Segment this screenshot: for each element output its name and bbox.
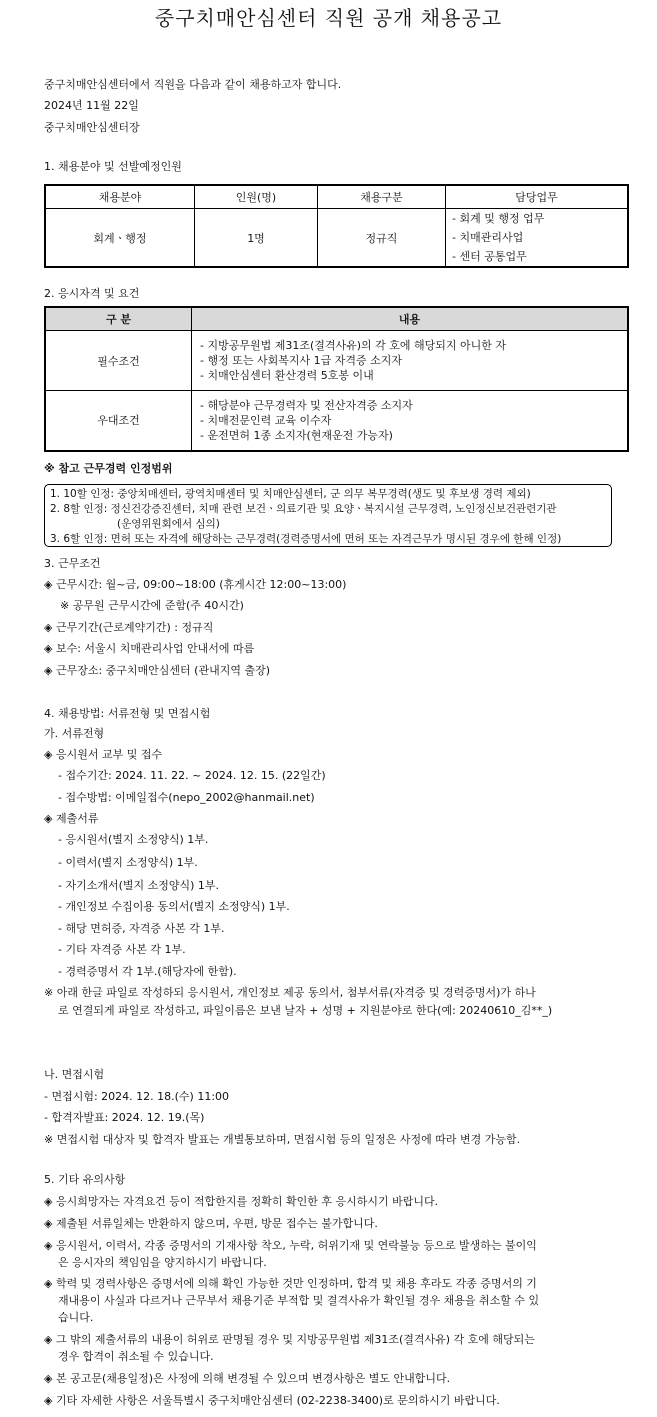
application-method: - 접수방법: 이메일접수(nepo_2002@hanmail.net)	[58, 791, 315, 804]
note-line: 2. 8할 인정: 정신건강증진센터, 치매 관련 보건ㆍ의료기관 및 요양ㆍ복지시설 근무경력, 노인정신보건관련기관	[50, 503, 557, 515]
result-date: - 합격자발표: 2024. 12. 19.(목)	[44, 1111, 205, 1124]
col-header: 구 분	[45, 307, 192, 331]
section-5-heading: 5. 기타 유의사항	[44, 1173, 126, 1186]
notice-item-cont: 재내용이 사실과 다르거나 근무부서 채용기준 부적합 및 결격사유가 확인될 경우 채용을 취소할 수 있	[58, 1294, 540, 1307]
col-header: 담당업무	[446, 185, 629, 209]
file-note: ※ 아래 한글 파일로 작성하되 응시원서, 개인정보 제공 동의서, 첨부서류(자격증 및 경력증명서)가 하나	[44, 986, 536, 999]
work-place: ◈ 근무장소: 중구치매안심센터 (관내지역 출장)	[44, 664, 271, 677]
count-cell: 1명	[195, 209, 318, 268]
col-header: 채용분야	[45, 185, 195, 209]
document-item: - 해당 면허증, 자격증 사본 각 1부.	[58, 922, 225, 935]
pay: ◈ 보수: 서울시 치매관리사업 안내서에 따름	[44, 642, 255, 655]
signer: 중구치매안심센터장	[44, 121, 140, 134]
list-item: - 해당분야 근무경력자 및 전산자격증 소지자	[200, 398, 413, 412]
row-label: 우대조건	[45, 391, 192, 451]
experience-note-heading: ※ 참고 근무경력 인정범위	[44, 462, 173, 475]
duty-item: - 치매관리사업	[452, 231, 524, 244]
document-item: - 자기소개서(별지 소정양식) 1부.	[58, 879, 220, 892]
recruitment-table	[44, 184, 629, 268]
interview-heading: 나. 면접시험	[44, 1068, 105, 1081]
section-1-heading: 1. 채용분야 및 선발예정인원	[44, 160, 182, 173]
notice-item: ◈ 응시원서, 이력서, 각종 증명서의 기재사항 착오, 누락, 허위기재 및 연락불능 등으로 발생하는 불이익	[44, 1239, 537, 1252]
col-header: 채용구분	[318, 185, 446, 209]
list-item: - 치매전문인력 교육 이수자	[200, 413, 332, 427]
document-item: - 기타 자격증 사본 각 1부.	[58, 943, 186, 956]
note-line: (운영위원회에서 심의)	[117, 518, 220, 530]
field-cell: 회계ㆍ행정	[45, 209, 195, 268]
list-item: - 치매안심센터 환산경력 5호봉 이내	[200, 369, 374, 382]
interview-note: ※ 면접시험 대상자 및 합격자 발표는 개별통보하며, 면접시험 등의 일정은 사정에 따라 변경 가능함.	[44, 1133, 521, 1146]
table-row	[45, 331, 628, 391]
col-header: 인원(명)	[195, 185, 318, 209]
table-row	[45, 209, 628, 268]
documents-heading: ◈ 제출서류	[44, 812, 99, 825]
document-screening-heading: 가. 서류전형	[44, 727, 105, 740]
row-label: 필수조건	[45, 331, 192, 391]
document-item: - 응시원서(별지 소정양식) 1부.	[58, 833, 209, 846]
document-item: - 경력증명서 각 1부.(해당자에 한함).	[58, 965, 237, 978]
notice-item: ◈ 제출된 서류일체는 반환하지 않으며, 우편, 방문 접수는 불가합니다.	[44, 1217, 378, 1230]
work-period: ◈ 근무기간(근로계약기간) : 정규직	[44, 621, 214, 634]
notice-item-cont: 습니다.	[58, 1311, 94, 1324]
application-period: - 접수기간: 2024. 11. 22. ~ 2024. 12. 15. (22일간)	[58, 769, 326, 782]
type-cell: 정규직	[318, 209, 446, 268]
file-note-cont: 로 연결되게 파일로 작성하고, 파일이름은 보낸 날자 + 성명 + 지원분야로 한다(예: 20240610_김**_)	[58, 1004, 553, 1017]
work-hours-note: ※ 공무원 근무시간에 준함(주 40시간)	[60, 599, 244, 612]
notice-item: ◈ 학력 및 경력사항은 증명서에 의해 확인 가능한 것만 인정하며, 합격 및 채용 후라도 각종 증명서의 기	[44, 1277, 537, 1290]
notice-item-cont: 은 응시자의 책임임을 양지하시기 바랍니다.	[58, 1256, 267, 1269]
qualification-table	[44, 306, 629, 452]
table-header-row	[45, 307, 628, 331]
table-header-row	[45, 185, 628, 209]
duty-item: - 센터 공통업무	[452, 250, 527, 263]
list-item: - 행정 또는 사회복지사 1급 자격증 소지자	[200, 354, 402, 367]
application-heading: ◈ 응시원서 교부 및 접수	[44, 748, 163, 761]
section-4-heading: 4. 채용방법: 서류전형 및 면접시험	[44, 707, 211, 720]
list-item: - 지방공무원법 제31조(결격사유)의 각 호에 해당되지 아니한 자	[200, 339, 507, 352]
experience-note-box	[44, 484, 612, 547]
col-header: 내용	[192, 307, 629, 331]
row-content	[192, 331, 629, 391]
page-title: 중구치매안심센터 직원 공개 채용공고	[154, 6, 503, 30]
intro-text: 중구치매안심센터에서 직원을 다음과 같이 채용하고자 합니다.	[44, 78, 342, 91]
duties-cell	[446, 209, 629, 268]
list-item: - 운전면허 1종 소지자(현재운전 가능자)	[200, 428, 393, 442]
note-line: 3. 6할 인정: 면허 또는 자격에 해당하는 근무경력(경력증명서에 면허 또는 자격근무가 명시된 경우에 한해 인정)	[50, 533, 562, 545]
notice-item-cont: 경우 합격이 취소될 수 있습니다.	[58, 1350, 214, 1363]
interview-date: - 면접시험: 2024. 12. 18.(수) 11:00	[44, 1090, 230, 1103]
duty-item: - 회계 및 행정 업무	[452, 212, 545, 225]
section-2-heading: 2. 응시자격 및 요건	[44, 287, 140, 300]
announcement-date: 2024년 11월 22일	[44, 99, 139, 112]
notice-item: ◈ 응시희망자는 자격요건 등이 적합한지를 정확히 확인한 후 응시하시기 바랍니다.	[44, 1195, 439, 1208]
row-content	[192, 391, 629, 451]
document-item: - 이력서(별지 소정양식) 1부.	[58, 856, 198, 869]
notice-item: ◈ 그 밖의 제출서류의 내용이 허위로 판명될 경우 및 지방공무원법 제31조(결격사유) 각 호에 해당되는	[44, 1333, 535, 1346]
notice-item: ◈ 본 공고문(채용일정)은 사정에 의해 변경될 수 있으며 변경사항은 별도 안내합니다.	[44, 1372, 451, 1385]
note-line: 1. 10할 인정: 중앙치매센터, 광역치매센터 및 치매안심센터, 군 의무 복무경력(생도 및 후보생 경력 제외)	[50, 488, 531, 500]
table-row	[45, 391, 628, 451]
work-hours: ◈ 근무시간: 월~금, 09:00~18:00 (휴게시간 12:00~13:00)	[44, 578, 347, 591]
section-3-heading: 3. 근무조건	[44, 557, 101, 570]
notice-item: ◈ 기타 자세한 사항은 서울특별시 중구치매안심센터 (02-2238-3400)로 문의하시기 바랍니다.	[44, 1394, 500, 1407]
document-item: - 개인정보 수집이용 동의서(별지 소정양식) 1부.	[58, 900, 290, 913]
